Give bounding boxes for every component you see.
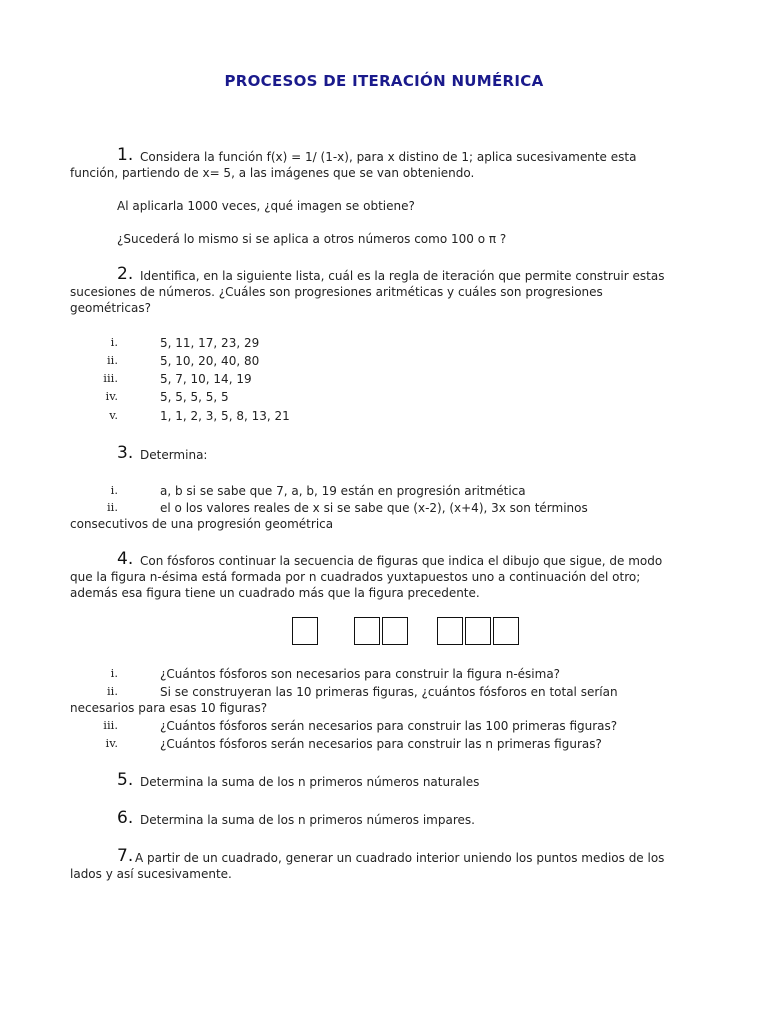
q4-item-marker: iv.	[105, 736, 118, 750]
q4-number: 4.	[117, 549, 134, 569]
matchstick-square	[437, 617, 463, 645]
q7-text-line2: lados y así sucesivamente.	[70, 867, 232, 881]
matchstick-square	[382, 617, 408, 645]
q5-text: Determina la suma de los n primeros números naturales	[140, 775, 480, 789]
q6-number: 6.	[117, 808, 134, 828]
q1-text-line2: función, partiendo de x= 5, a las imágenes que se van obteniendo.	[70, 166, 475, 180]
matchstick-square	[292, 617, 318, 645]
q4-item-text: ¿Cuántos fósforos son necesarios para construir la figura n-ésima?	[160, 667, 561, 681]
q4-item-text: ¿Cuántos fósforos serán necesarios para construir las 100 primeras figuras?	[160, 719, 618, 733]
q4-item-marker: iii.	[103, 718, 118, 732]
q4-text-line2: que la figura n-ésima está formada por n cuadrados yuxtapuestos uno a continuación del otro;	[70, 570, 641, 584]
q4-item-marker: ii.	[106, 684, 118, 698]
q2-number: 2.	[117, 264, 134, 284]
q2-item-marker: v.	[109, 408, 118, 422]
q6-text: Determina la suma de los n primeros números impares.	[140, 813, 475, 827]
q1-number: 1.	[117, 145, 134, 165]
matchstick-square	[493, 617, 519, 645]
q2-item-text: 5, 10, 20, 40, 80	[160, 354, 260, 368]
q4-item-text: Si se construyeran las 10 primeras figuras, ¿cuántos fósforos en total serían	[160, 685, 618, 699]
matchstick-square	[354, 617, 380, 645]
q4-item-text-continued: necesarios para esas 10 figuras?	[70, 701, 268, 715]
q2-text-line2: sucesiones de números. ¿Cuáles son progresiones aritméticas y cuáles son progresiones	[70, 285, 603, 299]
q4-item-marker: i.	[110, 666, 118, 680]
q3-number: 3.	[117, 443, 134, 463]
q7-number: 7.	[117, 846, 134, 866]
q2-item-text: 1, 1, 2, 3, 5, 8, 13, 21	[160, 409, 290, 423]
q3-item-marker: ii.	[106, 500, 118, 514]
q4-text-line3: además esa figura tiene un cuadrado más que la figura precedente.	[70, 586, 480, 600]
q2-item-text: 5, 5, 5, 5, 5	[160, 390, 229, 404]
q1-subquestion-1: Al aplicarla 1000 veces, ¿qué imagen se obtiene?	[117, 199, 415, 213]
q4-item-text: ¿Cuántos fósforos serán necesarios para construir las n primeras figuras?	[160, 737, 602, 751]
q4-text-line1: Con fósforos continuar la secuencia de figuras que indica el dibujo que sigue, de modo	[140, 554, 663, 568]
q2-item-marker: ii.	[106, 353, 118, 367]
q2-text-line3: geométricas?	[70, 301, 151, 315]
matchstick-square	[465, 617, 491, 645]
page-title: PROCESOS DE ITERACIÓN NUMÉRICA	[224, 72, 544, 90]
q1-subquestion-2: ¿Sucederá lo mismo si se aplica a otros números como 100 o π ?	[117, 232, 507, 246]
q2-item-text: 5, 11, 17, 23, 29	[160, 336, 260, 350]
q2-item-text: 5, 7, 10, 14, 19	[160, 372, 252, 386]
q2-text-line1: Identifica, en la siguiente lista, cuál es la regla de iteración que permite construir estas	[140, 269, 665, 283]
q5-number: 5.	[117, 770, 134, 790]
q3-item-text: el o los valores reales de x si se sabe que (x-2), (x+4), 3x son términos	[160, 501, 588, 515]
q7-text-line1: A partir de un cuadrado, generar un cuadrado interior uniendo los puntos medios de los	[135, 851, 665, 865]
q2-item-marker: iv.	[105, 389, 118, 403]
q3-item-marker: i.	[110, 483, 118, 497]
q3-item-text-continued: consecutivos de una progresión geométrica	[70, 517, 334, 531]
q2-item-marker: i.	[110, 335, 118, 349]
q2-item-marker: iii.	[103, 371, 118, 385]
q3-item-text: a, b si se sabe que 7, a, b, 19 están en progresión aritmética	[160, 484, 526, 498]
q1-text-line1: Considera la función f(x) = 1/ (1-x), para x distino de 1; aplica sucesivamente esta	[140, 150, 637, 164]
q3-text: Determina:	[140, 448, 208, 462]
